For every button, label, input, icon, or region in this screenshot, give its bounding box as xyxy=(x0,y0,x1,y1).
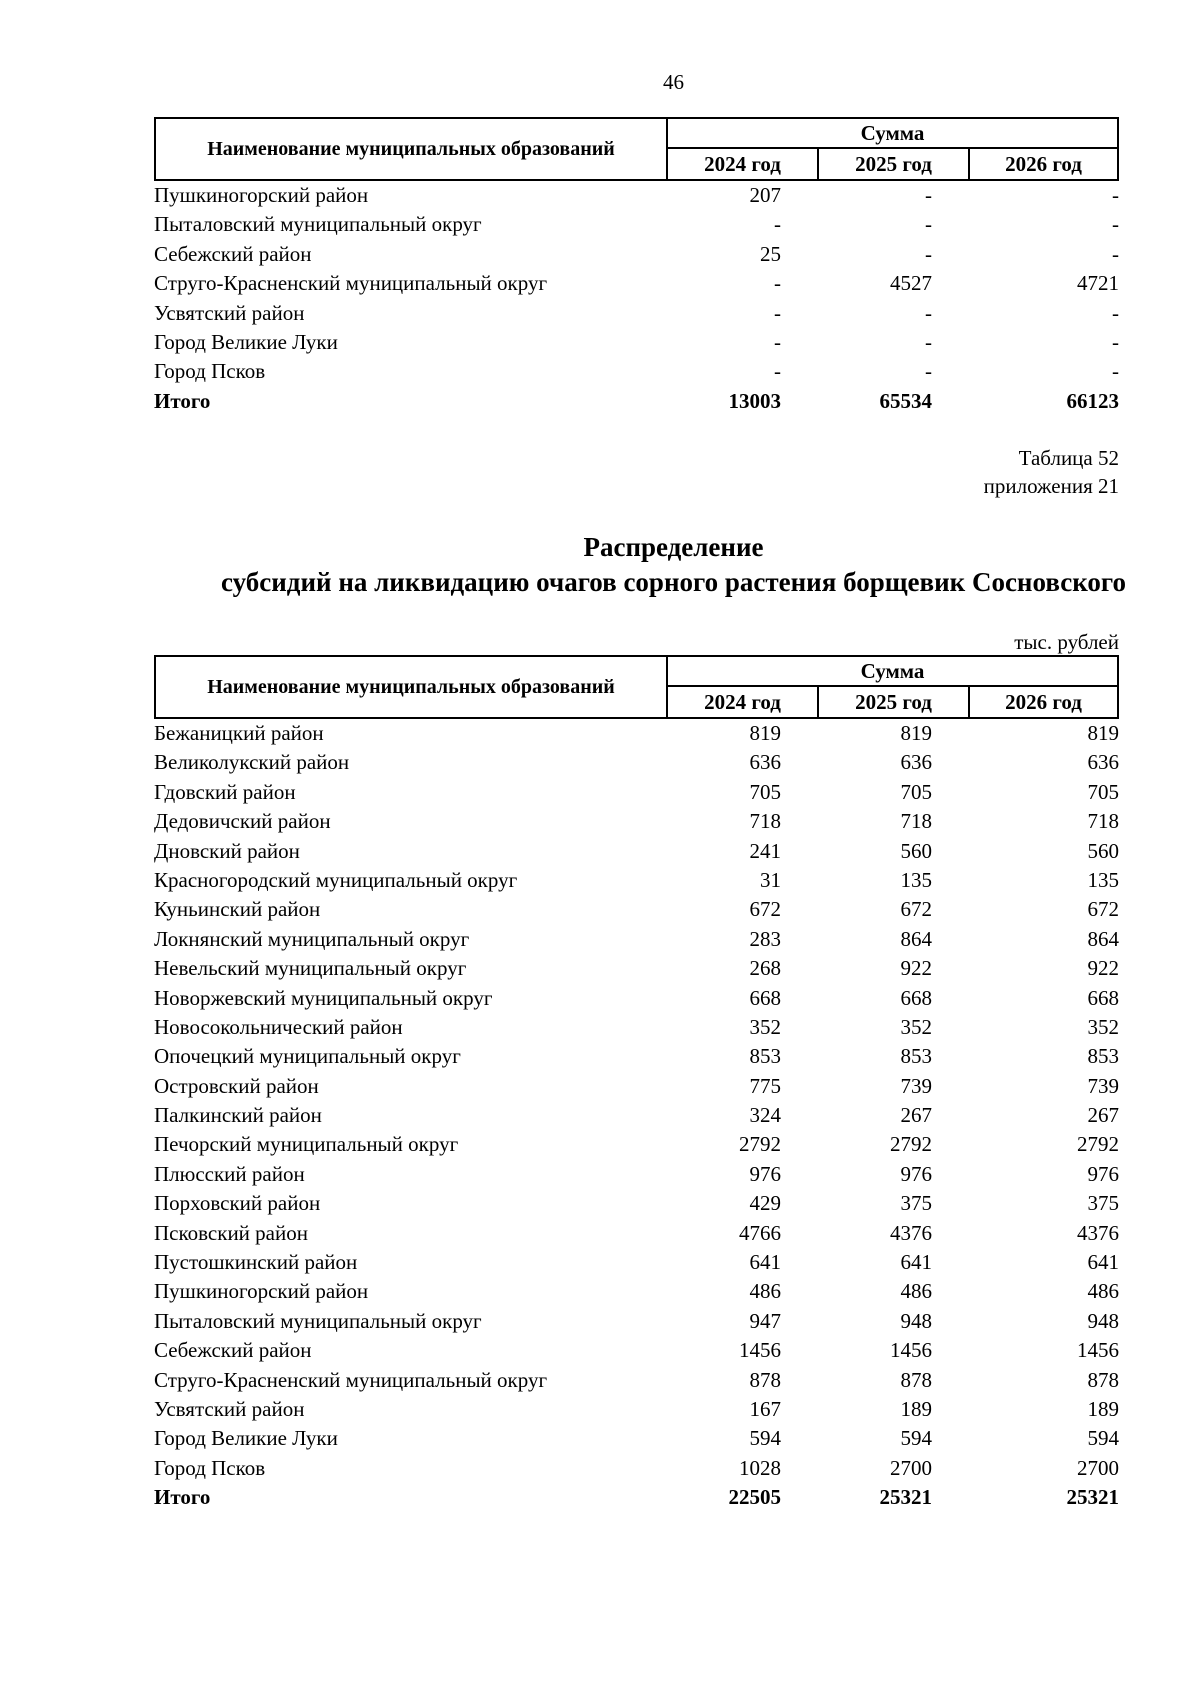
value-2024: 636 xyxy=(749,750,781,775)
value-2026: 560 xyxy=(1087,838,1119,863)
value-2024: 947 xyxy=(749,1308,781,1333)
value-2024: - xyxy=(774,359,781,384)
value-2025: 65534 xyxy=(879,388,932,413)
value-2026: 2700 xyxy=(1077,1455,1119,1480)
page-number: 46 xyxy=(663,70,684,94)
value-2026: 4721 xyxy=(1077,271,1119,296)
value-2025: - xyxy=(925,359,932,384)
header-year-2025: 2025 год xyxy=(819,149,970,179)
value-2026: 1456 xyxy=(1077,1338,1119,1363)
table-row xyxy=(154,1160,1119,1189)
table-body xyxy=(154,181,1119,416)
value-2025: 486 xyxy=(900,1279,932,1304)
table-row xyxy=(154,1101,1119,1130)
value-2024: 429 xyxy=(749,1191,781,1216)
value-2024: 4766 xyxy=(739,1220,781,1245)
table-row xyxy=(154,357,1119,386)
value-2026: 705 xyxy=(1087,779,1119,804)
value-2026: 189 xyxy=(1087,1396,1119,1421)
table-row xyxy=(154,269,1119,298)
row-name: Великолукский район xyxy=(154,750,350,775)
appendix-label: приложения 21 xyxy=(983,474,1119,498)
table-2 xyxy=(154,655,1119,1513)
value-2025: - xyxy=(925,329,932,354)
row-name: Островский район xyxy=(154,1073,319,1098)
value-2025: 976 xyxy=(900,1161,932,1186)
value-2024: 13003 xyxy=(728,388,781,413)
table-row xyxy=(154,1130,1119,1159)
value-2025: 668 xyxy=(900,985,932,1010)
value-2025: 4527 xyxy=(890,271,932,296)
table-row xyxy=(154,1277,1119,1306)
table-row xyxy=(154,1336,1119,1365)
table-row xyxy=(154,837,1119,866)
row-name: Пушкиногорский район xyxy=(154,1279,369,1304)
value-2024: 718 xyxy=(749,809,781,834)
header-year-2026: 2026 год xyxy=(1005,151,1082,176)
value-2024: 1028 xyxy=(739,1455,781,1480)
value-2025: 672 xyxy=(900,897,932,922)
row-name: Дновский район xyxy=(154,838,300,863)
row-name: Усвятский район xyxy=(154,1396,305,1421)
value-2026: 4376 xyxy=(1077,1220,1119,1245)
value-2024: 594 xyxy=(749,1426,781,1451)
value-2025: 352 xyxy=(900,1014,932,1039)
value-2026: 878 xyxy=(1087,1367,1119,1392)
value-2025: 25321 xyxy=(879,1485,932,1510)
value-2024: 31 xyxy=(760,867,781,892)
table-row xyxy=(154,1013,1119,1042)
value-2026: 636 xyxy=(1087,750,1119,775)
value-2026: 267 xyxy=(1087,1103,1119,1128)
value-2025: 718 xyxy=(900,809,932,834)
value-2025: 135 xyxy=(900,867,932,892)
row-name: Пыталовский муниципальный округ xyxy=(154,1308,482,1333)
value-2024: 2792 xyxy=(739,1132,781,1157)
row-name: Плюсский район xyxy=(154,1161,305,1186)
value-2025: 739 xyxy=(900,1073,932,1098)
value-2025: 2700 xyxy=(890,1455,932,1480)
row-name: Красногородский муниципальный округ xyxy=(154,867,518,892)
row-name: Город Великие Луки xyxy=(154,329,338,354)
table-body xyxy=(154,719,1119,1513)
row-name: Город Великие Луки xyxy=(154,1426,338,1451)
header-sum: Сумма xyxy=(668,657,1117,687)
value-2024: 22505 xyxy=(728,1485,781,1510)
value-2026: - xyxy=(1112,183,1119,207)
value-2026: 718 xyxy=(1087,809,1119,834)
value-2024: 283 xyxy=(749,926,781,951)
table-row xyxy=(154,954,1119,983)
value-2024: 25 xyxy=(760,241,781,266)
row-name: Пустошкинский район xyxy=(154,1250,358,1275)
value-2024: 1456 xyxy=(739,1338,781,1363)
table-row xyxy=(154,866,1119,895)
row-name: Печорский муниципальный округ xyxy=(154,1132,459,1157)
total-row xyxy=(154,387,1119,416)
value-2025: 705 xyxy=(900,779,932,804)
table-row xyxy=(154,1395,1119,1424)
row-name: Новосокольнический район xyxy=(154,1014,403,1039)
table-row xyxy=(154,1072,1119,1101)
title-line-2: субсидий на ликвидацию очагов сорного растения борщевик Сосновского xyxy=(220,567,1126,597)
value-2025: 560 xyxy=(900,838,932,863)
value-2026: 668 xyxy=(1087,985,1119,1010)
value-2024: 672 xyxy=(749,897,781,922)
value-2024: 268 xyxy=(749,956,781,981)
value-2025: 636 xyxy=(900,750,932,775)
row-name: Итого xyxy=(154,388,211,413)
value-2026: 25321 xyxy=(1066,1485,1119,1510)
table-row xyxy=(154,895,1119,924)
header-year-2024: 2024 год xyxy=(668,149,819,179)
value-2025: 594 xyxy=(900,1426,932,1451)
table-header xyxy=(154,117,1119,181)
value-2026: 922 xyxy=(1087,956,1119,981)
row-name: Палкинский район xyxy=(154,1103,322,1128)
value-2024: - xyxy=(774,329,781,354)
value-2024: 241 xyxy=(749,838,781,863)
value-2024: 167 xyxy=(749,1396,781,1421)
row-name: Усвятский район xyxy=(154,300,305,325)
row-name: Дедовичский район xyxy=(154,809,331,834)
value-2026: 853 xyxy=(1087,1044,1119,1069)
value-2026: 375 xyxy=(1087,1191,1119,1216)
value-2024: - xyxy=(774,300,781,325)
header-year-2024: 2024 год xyxy=(668,687,819,717)
value-2024: 853 xyxy=(749,1044,781,1069)
row-name: Себежский район xyxy=(154,1338,312,1363)
table-row xyxy=(154,1042,1119,1071)
row-name: Порховский район xyxy=(154,1191,321,1216)
table-row xyxy=(154,778,1119,807)
value-2025: 948 xyxy=(900,1308,932,1333)
value-2024: - xyxy=(774,212,781,237)
value-2025: 864 xyxy=(900,926,932,951)
table-row xyxy=(154,1219,1119,1248)
value-2026: 948 xyxy=(1087,1308,1119,1333)
value-2026: - xyxy=(1112,212,1119,237)
row-name: Гдовский район xyxy=(154,779,296,804)
value-2026: - xyxy=(1112,359,1119,384)
title-line-1: Распределение xyxy=(583,532,764,562)
value-2024: 324 xyxy=(749,1103,781,1128)
row-name: Пушкиногорский район xyxy=(154,183,369,207)
table-row xyxy=(154,925,1119,954)
value-2024: 705 xyxy=(749,779,781,804)
row-name: Куньинский район xyxy=(154,897,321,922)
row-name: Струго-Красненский муниципальный округ xyxy=(154,271,548,296)
value-2024: 352 xyxy=(749,1014,781,1039)
row-name: Бежаницкий район xyxy=(154,721,324,745)
value-2024: 878 xyxy=(749,1367,781,1392)
row-name: Псковский район xyxy=(154,1220,308,1245)
units-label: тыс. рублей xyxy=(1014,630,1119,654)
row-name: Пыталовский муниципальный округ xyxy=(154,212,482,237)
table-row xyxy=(154,1454,1119,1483)
value-2025: - xyxy=(925,183,932,207)
table-row xyxy=(154,1248,1119,1277)
table-header xyxy=(154,655,1119,719)
value-2024: 976 xyxy=(749,1161,781,1186)
value-2025: 267 xyxy=(900,1103,932,1128)
value-2026: 672 xyxy=(1087,897,1119,922)
table-row xyxy=(154,719,1119,748)
header-name: Наименование муниципальных образований xyxy=(156,657,668,717)
value-2026: 135 xyxy=(1087,867,1119,892)
header-sum: Сумма xyxy=(668,119,1117,149)
value-2026: 641 xyxy=(1087,1250,1119,1275)
table-row xyxy=(154,748,1119,777)
value-2024: 775 xyxy=(749,1073,781,1098)
value-2026: - xyxy=(1112,241,1119,266)
row-name: Струго-Красненский муниципальный округ xyxy=(154,1367,548,1392)
row-name: Город Псков xyxy=(154,1455,266,1480)
value-2026: - xyxy=(1112,329,1119,354)
value-2025: 853 xyxy=(900,1044,932,1069)
table-row xyxy=(154,210,1119,239)
value-2024: 486 xyxy=(749,1279,781,1304)
value-2026: 486 xyxy=(1087,1279,1119,1304)
value-2025: 819 xyxy=(900,721,932,745)
value-2025: - xyxy=(925,241,932,266)
value-2024: 819 xyxy=(749,721,781,745)
table-row xyxy=(154,181,1119,210)
value-2025: 2792 xyxy=(890,1132,932,1157)
row-name: Локнянский муниципальный округ xyxy=(154,926,470,951)
header-name: Наименование муниципальных образований xyxy=(156,119,668,179)
table-row xyxy=(154,240,1119,269)
row-name: Город Псков xyxy=(154,359,266,384)
value-2025: 4376 xyxy=(890,1220,932,1245)
table-row xyxy=(154,299,1119,328)
value-2026: 594 xyxy=(1087,1426,1119,1451)
value-2026: 66123 xyxy=(1066,388,1119,413)
table-row xyxy=(154,807,1119,836)
table-row xyxy=(154,1424,1119,1453)
value-2024: - xyxy=(774,271,781,296)
value-2026: 864 xyxy=(1087,926,1119,951)
table-row xyxy=(154,1189,1119,1218)
value-2025: 189 xyxy=(900,1396,932,1421)
table-row xyxy=(154,984,1119,1013)
header-year-2026: 2026 год xyxy=(1005,689,1082,714)
value-2026: 352 xyxy=(1087,1014,1119,1039)
table-row xyxy=(154,1366,1119,1395)
value-2025: 922 xyxy=(900,956,932,981)
value-2026: - xyxy=(1112,300,1119,325)
row-name: Себежский район xyxy=(154,241,312,266)
value-2024: 207 xyxy=(749,183,781,207)
row-name: Новоржевский муниципальный округ xyxy=(154,985,493,1010)
value-2025: - xyxy=(925,212,932,237)
value-2026: 739 xyxy=(1087,1073,1119,1098)
total-row xyxy=(154,1483,1119,1512)
value-2024: 641 xyxy=(749,1250,781,1275)
value-2026: 976 xyxy=(1087,1161,1119,1186)
row-name: Итого xyxy=(154,1485,211,1510)
row-name: Невельский муниципальный округ xyxy=(154,956,467,981)
table-row xyxy=(154,1307,1119,1336)
table-1 xyxy=(154,117,1119,416)
value-2025: 1456 xyxy=(890,1338,932,1363)
value-2025: 375 xyxy=(900,1191,932,1216)
value-2025: 641 xyxy=(900,1250,932,1275)
value-2026: 819 xyxy=(1087,721,1119,745)
table-row xyxy=(154,328,1119,357)
value-2025: - xyxy=(925,300,932,325)
header-year-2025: 2025 год xyxy=(819,687,970,717)
table-label: Таблица 52 xyxy=(1018,446,1119,470)
row-name: Опочецкий муниципальный округ xyxy=(154,1044,461,1069)
value-2025: 878 xyxy=(900,1367,932,1392)
value-2024: 668 xyxy=(749,985,781,1010)
value-2026: 2792 xyxy=(1077,1132,1119,1157)
